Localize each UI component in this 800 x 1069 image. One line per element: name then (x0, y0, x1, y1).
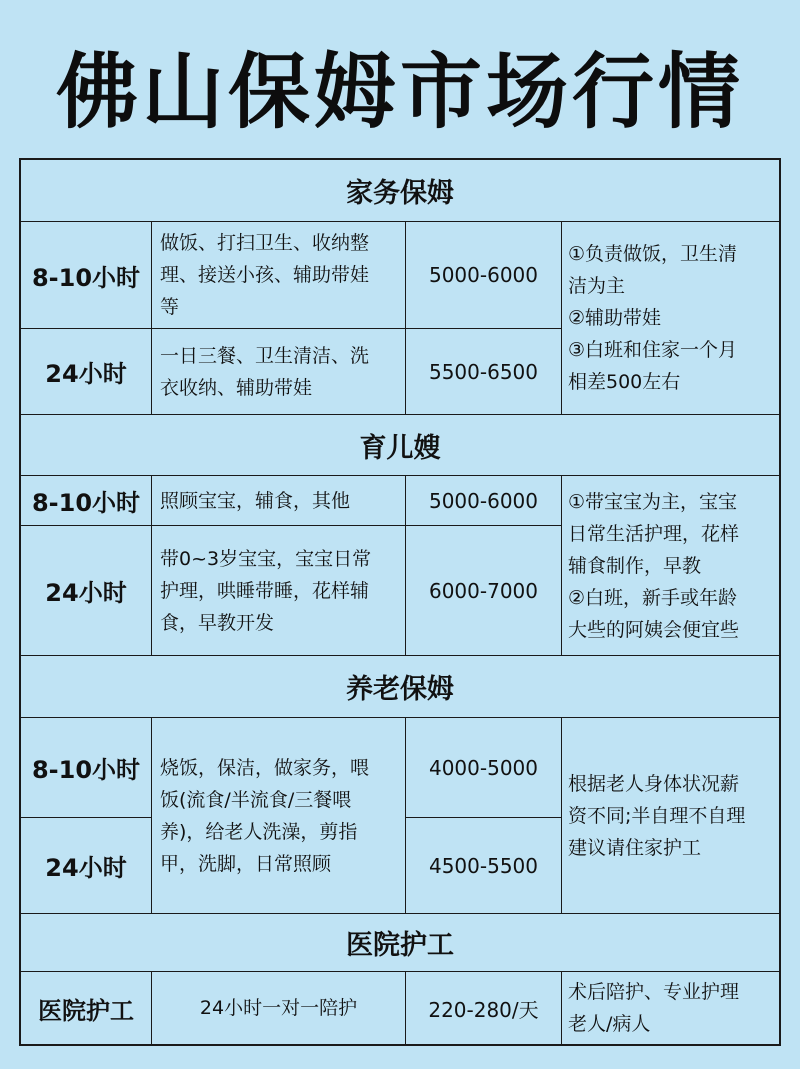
row-price: 220-280/天 (406, 972, 562, 1044)
row-description: 带0~3岁宝宝，宝宝日常 护理，哄睡带睡，花样辅 食，早教开发 (152, 526, 406, 656)
row-description: 做饭、打扫卫生、收纳整 理、接送小孩、辅助带娃 等 (152, 222, 406, 329)
row-description: 24小时一对一陪护 (152, 972, 406, 1044)
price-table (19, 158, 781, 1046)
row-label: 24小时 (21, 526, 152, 656)
section-note: ①负责做饭，卫生清 洁为主 ②辅助带娃 ③白班和住家一个月 相差500左右 (562, 222, 779, 415)
row-price: 4500-5500 (406, 818, 562, 914)
row-description: 照顾宝宝，辅食，其他 (152, 476, 406, 526)
row-price: 5000-6000 (406, 476, 562, 526)
row-price: 5500-6500 (406, 329, 562, 415)
row-label: 24小时 (21, 818, 152, 914)
page-title: 佛山保姆市场行情 (55, 44, 744, 140)
section-note: 根据老人身体状况薪 资不同;半自理不自理 建议请住家护工 (562, 718, 779, 914)
row-price: 6000-7000 (406, 526, 562, 656)
row-label: 8-10小时 (21, 718, 152, 818)
section-header-hospital-caregiver: 医院护工 (21, 914, 779, 972)
row-price: 4000-5000 (406, 718, 562, 818)
section-header-housekeeping: 家务保姆 (21, 160, 779, 222)
section-note: 术后陪护、专业护理 老人/病人 (568, 981, 740, 1035)
section-note: ①带宝宝为主，宝宝 日常生活护理，花样 辅食制作，早教 ②白班，新手或年龄 大些的阿姨会便宜些 (562, 476, 779, 656)
section-header-nanny: 育儿嫂 (21, 415, 779, 476)
row-label: 24小时 (21, 329, 152, 415)
row-description: 一日三餐、卫生清洁、洗 衣收纳、辅助带娃 (152, 329, 406, 415)
section-header-elderly-care: 养老保姆 (21, 656, 779, 718)
row-description: 烧饭，保洁，做家务，喂 饭(流食/半流食/三餐喂 养)，给老人洗澡，剪指 甲，洗脚，日常照顾 (152, 718, 406, 914)
row-label: 8-10小时 (21, 222, 152, 329)
row-label: 8-10小时 (21, 476, 152, 526)
row-price: 5000-6000 (406, 222, 562, 329)
row-label: 医院护工 (21, 972, 152, 1044)
